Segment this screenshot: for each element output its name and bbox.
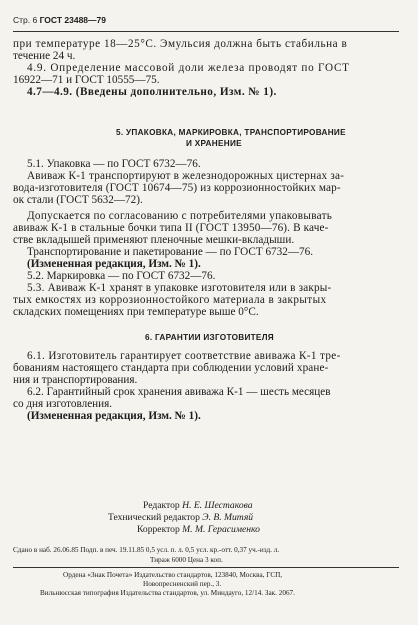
section-5-title-cont: И ХРАНЕНИЕ	[186, 139, 242, 148]
page-label: Стр. 6	[13, 15, 38, 25]
text-line: стве вкладышей применяют пленочные мешки-вкладыши.	[13, 234, 295, 246]
editor-name: Н. Е. Шестакова	[182, 500, 253, 511]
printing-house-line: Вильнюсская типография Издательства стандартов, ул. Миндауго, 12/14. Зак. 2067.	[40, 589, 295, 597]
corrector-name: М. М. Герасименко	[182, 524, 260, 535]
corrector-credit	[137, 524, 260, 535]
text-line: тых емкостях из коррозионностойкого материала в закрытых	[13, 294, 327, 306]
text-line: складских помещениях при температуре выше 0°С.	[13, 306, 259, 318]
text-line: при температуре 18—25°С. Эмульсия должна быть стабильна в	[13, 38, 348, 50]
section-5-title: 5. УПАКОВКА, МАРКИРОВКА, ТРАНСПОРТИРОВАНИЕ	[116, 128, 346, 137]
editor-credit	[143, 500, 253, 511]
text-line: ок стали (ГОСТ 5632—72).	[13, 194, 143, 206]
tech-editor-role: Технический редактор	[108, 512, 200, 523]
tech-editor-name: Э. В. Митяй	[202, 512, 254, 523]
text-line: 4.9. Определение массовой доли железа проводят по ГОСТ	[27, 62, 350, 74]
editor-role: Редактор	[143, 500, 180, 511]
text-line: 6.1. Изготовитель гарантирует соответствие авиважа К-1 тре-	[27, 350, 341, 362]
section-6-title: 6. ГАРАНТИИ ИЗГОТОВИТЕЛЯ	[145, 333, 274, 342]
corrector-role: Корректор	[137, 524, 180, 535]
print-run-line: Тираж 6000 Цена 3 коп.	[150, 556, 223, 564]
amendment-note: (Измененная редакция, Изм. № 1).	[27, 258, 201, 270]
text-line: 5.3. Авиваж К-1 хранят в упаковке изготовителя или в закры-	[27, 282, 332, 294]
text-line: ния и транспортирования.	[13, 374, 138, 386]
tech-editor-credit	[108, 512, 253, 523]
text-line: бованиям настоящего стандарта при соблюдении условий хране-	[13, 362, 329, 374]
amendment-note: (Измененная редакция, Изм. № 1).	[27, 410, 201, 422]
publisher-address: Новопресненский пер., 3.	[143, 580, 222, 588]
print-data-line: Сдано в наб. 26.06.85 Подп. в печ. 19.11.85 0,5 усл. п. л. 0,5 усл. кр.-отт. 0,37 уч.-изд. л.	[13, 546, 280, 554]
text-line: течение 24 ч.	[13, 50, 76, 62]
header-rule	[13, 31, 399, 32]
standard-number: ГОСТ 23488—79	[39, 15, 106, 25]
text-line: Допускается по согласованию с потребителями упаковывать	[27, 210, 333, 222]
publisher-line: Ордена «Знак Почета» Издательство стандартов, 123840, Москва, ГСП,	[63, 571, 283, 579]
text-line: 6.2. Гарантийный срок хранения авиважа К-1 — шесть месяцев	[27, 386, 331, 398]
text-line: вода-изготовителя (ГОСТ 10674—75) из коррозионностойких мар-	[13, 182, 341, 194]
text-line: 5.2. Маркировка — по ГОСТ 6732—76.	[27, 270, 216, 282]
running-header	[13, 15, 106, 25]
text-line: Авиваж К-1 транспортируют в железнодорожных цистернах за-	[27, 170, 345, 182]
text-line: авиваж К-1 в стальные бочки типа II (ГОСТ 13950—76). В каче-	[13, 222, 329, 234]
text-line: со дня изготовления.	[13, 398, 113, 410]
text-line: 5.1. Упаковка — по ГОСТ 6732—76.	[27, 158, 201, 170]
amendment-note: 4.7—4.9. (Введены дополнительно, Изм. № 1).	[27, 86, 277, 98]
text-line: Транспортирование и пакетирование — по ГОСТ 6732—76.	[27, 246, 314, 258]
text-line: 16922—71 и ГОСТ 10555—75.	[13, 74, 160, 86]
imprint-rule	[13, 567, 399, 568]
